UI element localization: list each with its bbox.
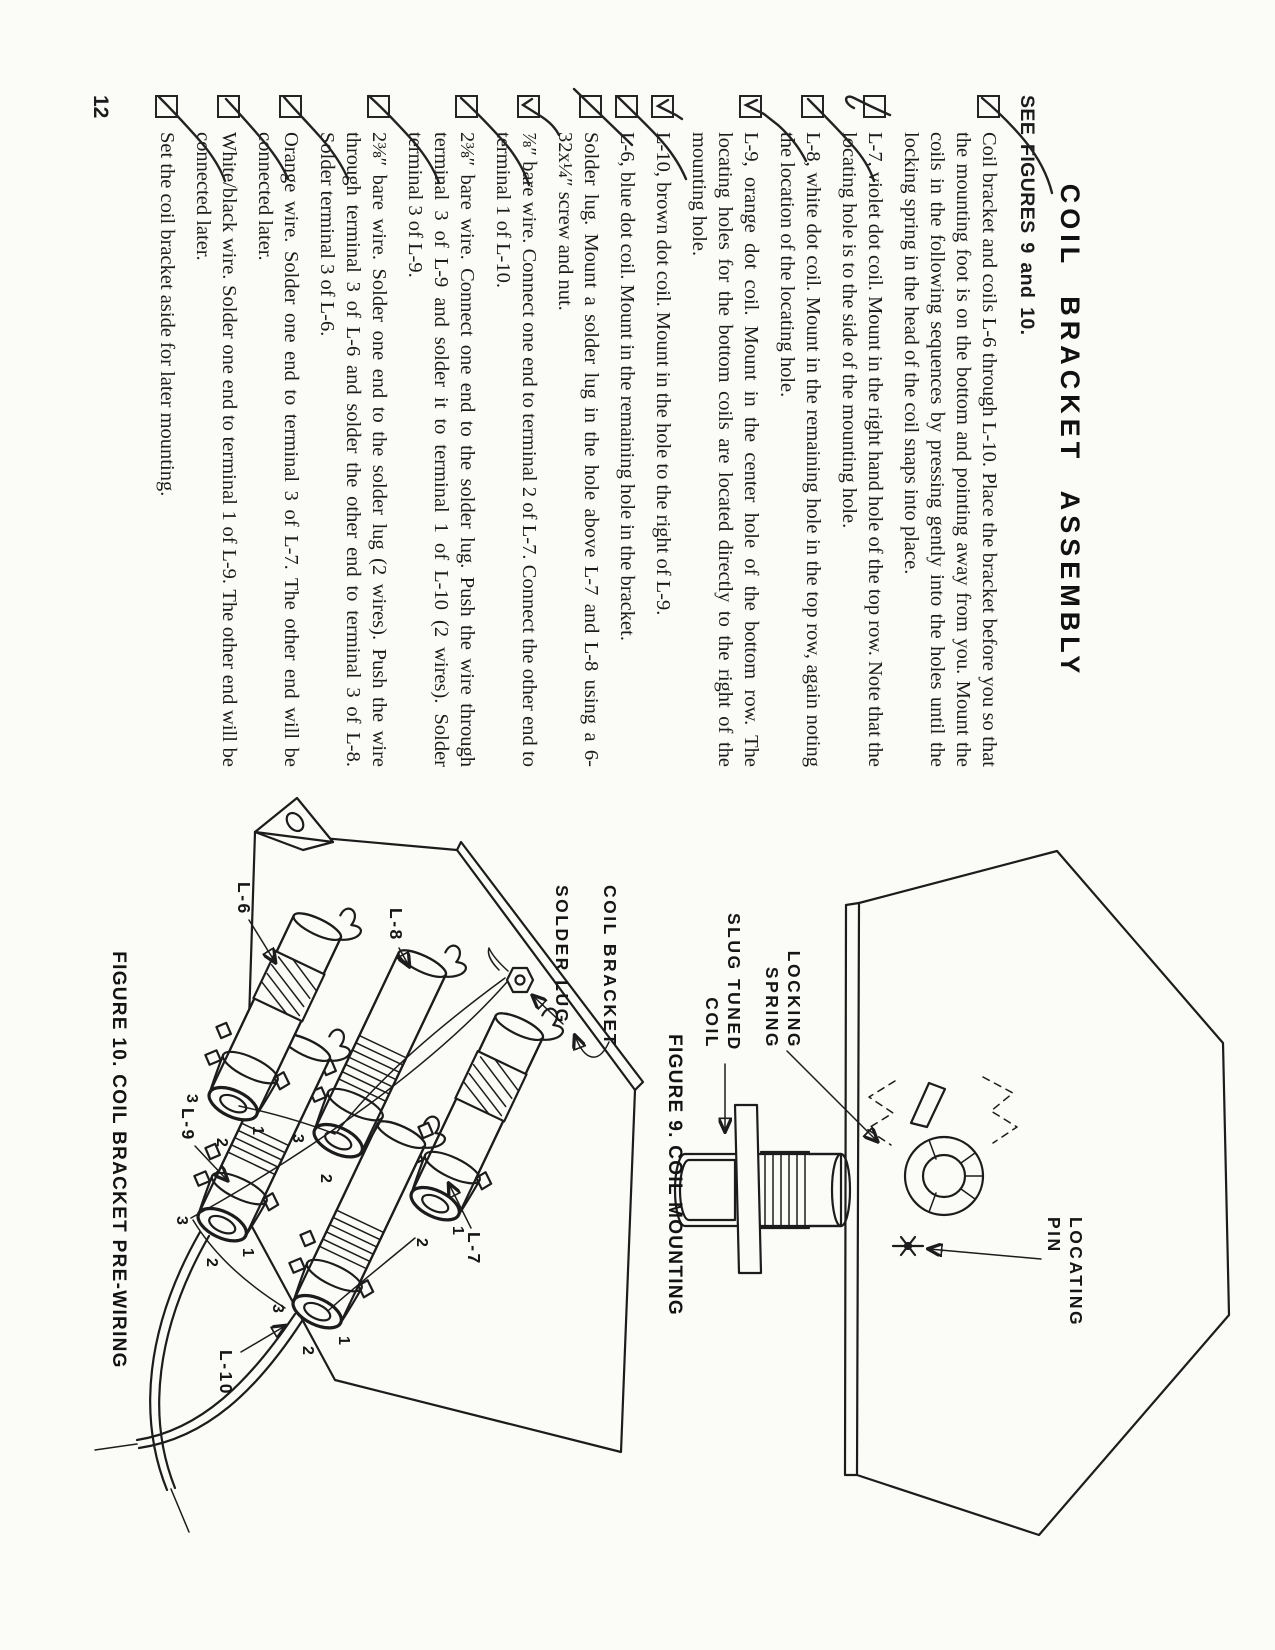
checklist-item-text: Solder lug. Mount a solder lug in the hole above L-7 and L-8 using a 6-32x¼″ screw and nut. [554, 132, 602, 767]
checklist-item [314, 95, 392, 767]
see-figures-note: SEE FIGURES 9 and 10. [1016, 95, 1038, 336]
checkbox[interactable] [579, 95, 602, 118]
checklist-item [190, 95, 242, 767]
checkbox[interactable] [279, 95, 302, 118]
solder-lug-label: SOLDER LUG [552, 885, 572, 1025]
figure-10 [37, 790, 637, 1630]
checkbox[interactable] [367, 95, 390, 118]
checkbox[interactable] [615, 95, 638, 118]
checklist-item-text: ⅞″ bare wire. Connect one end to terminal 2 of L-7. Connect the other end to terminal 1 of L-10. [492, 132, 540, 767]
checklist-item-text: L-6, blue dot coil. Mount in the remaining hole in the bracket. [616, 132, 638, 641]
checklist-item [774, 95, 826, 767]
terminal-number: 3 [289, 1134, 306, 1143]
checkbox[interactable] [155, 95, 178, 118]
checklist-item-text: 2⅜″ bare wire. Solder one end to the solder lug (2 wires). Push the wire through terminal 3 of L-6 and solder the other end to terminal 3 of L-8. Solder terminal 3 of L-6. [316, 132, 390, 767]
checklist-item [490, 95, 542, 767]
checklist-item-text: Orange wire. Solder one end to terminal 3 of L-7. The other end will be connected later. [254, 132, 302, 767]
checkbox[interactable] [651, 95, 674, 118]
checklist-item-text: L-10, brown dot coil. Mount in the hole to the right of L-9. [652, 132, 674, 616]
l6-label: L-6 [234, 882, 254, 916]
checkbox[interactable] [739, 95, 762, 118]
terminal-number: 2 [317, 1174, 334, 1183]
checkbox[interactable] [517, 95, 540, 118]
terminal-number: 1 [249, 1126, 266, 1135]
checkbox[interactable] [801, 95, 824, 118]
figure-9-illustration [635, 775, 1245, 1575]
coil-bracket-label: COIL BRACKET [600, 885, 620, 1047]
page-number: 12 [89, 95, 112, 119]
l8-label: L-8 [386, 908, 406, 942]
checkbox[interactable] [977, 95, 1000, 118]
checklist-item-text: Coil bracket and coils L-6 through L-10. Place the bracket before you so that the mounting foot is on the bottom and pointing away from you. Mount the coils in the following sequences by pressing gently into the holes until the locking spring in the head of the coil snaps into place. [900, 132, 1000, 767]
slug-tuned-coil-label: SLUG TUNED COIL [702, 913, 744, 1052]
locating-pin-label: LOCATING PIN [1044, 1217, 1086, 1328]
checklist-item [402, 95, 480, 767]
terminal-number: 2 [299, 1346, 316, 1355]
terminal-number: 3 [183, 1094, 200, 1103]
figure-10-caption: FIGURE 10. COIL BRACKET PRE-WIRING [108, 951, 129, 1369]
figure-9-caption: FIGURE 9. COIL MOUNTING [664, 1034, 685, 1316]
terminal-number: 3 [269, 1304, 286, 1313]
checklist-item [836, 95, 888, 767]
terminal-number: 1 [239, 1248, 256, 1257]
terminal-number: 2 [413, 1238, 430, 1247]
checkbox[interactable] [863, 95, 886, 118]
terminal-number: 2 [203, 1258, 220, 1267]
checklist-item-text: L-7, violet dot coil. Mount in the right hand hole of the top row. Note that the locating hole is to the side of the mounting hole. [838, 132, 886, 767]
chassis-panel [845, 851, 1229, 1535]
coil-head [905, 1137, 983, 1215]
l7-label: L-7 [464, 1232, 484, 1266]
checklist-item [614, 95, 640, 767]
l9-label: L-9 [178, 1108, 198, 1142]
checklist-item [552, 95, 604, 767]
checkbox[interactable] [217, 95, 240, 118]
checklist-item-text: White/black wire. Solder one end to terminal 1 of L-9. The other end will be connected later. [192, 132, 240, 767]
l10-label: L-10 [216, 1350, 236, 1396]
terminal-number: 1 [449, 1226, 466, 1235]
slug-tuned-coil [675, 1105, 850, 1273]
locking-spring-label: LOCKING SPRING [762, 950, 804, 1049]
terminal-number: 3 [173, 1216, 190, 1225]
checklist-item-text: L-9, orange dot coil. Mount in the center hole of the bottom row. The locating holes for the bottom coils are located directly to the right of the mounting hole. [688, 132, 762, 767]
checklist-item-text: 2⅜″ bare wire. Connect one end to the solder lug. Push the wire through terminal 3 of L-9 and solder it to terminal 1 of L-10 (2 wires). Solder terminal 3 of L-9. [404, 132, 478, 767]
checklist-item [686, 95, 764, 767]
checklist-item [252, 95, 304, 767]
instruction-column [144, 95, 1085, 767]
figure-9 [635, 775, 1245, 1575]
checklist-item [898, 95, 1002, 767]
terminal-number: 1 [335, 1336, 352, 1345]
terminal-number: 2 [213, 1138, 230, 1147]
checkbox[interactable] [455, 95, 478, 118]
page-title: COIL BRACKET ASSEMBLY [1055, 183, 1085, 679]
checklist-item-text: Set the coil bracket aside for later mounting. [156, 132, 178, 497]
checklist-item [154, 95, 180, 767]
checklist-item [650, 95, 676, 767]
checklist-item-text: L-8, white dot coil. Mount in the remaining hole in the top row, again noting the location of the locating hole. [776, 132, 824, 767]
